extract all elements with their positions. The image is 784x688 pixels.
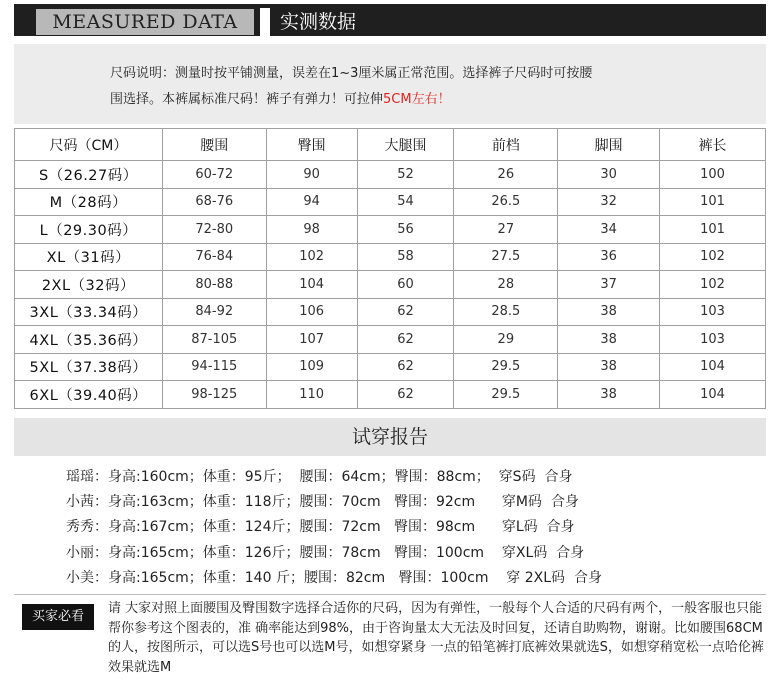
table-cell: 26.5 (454, 188, 558, 216)
table-cell: 110 (266, 381, 357, 409)
table-cell: 103 (660, 326, 766, 354)
header-title-cn: 实测数据 (280, 11, 357, 33)
table-cell: 56 (357, 216, 454, 244)
table-row (15, 216, 766, 244)
size-label-cell: XL（31码） (15, 243, 163, 271)
table-cell: 37 (558, 271, 660, 299)
table-cell: 28.5 (454, 298, 558, 326)
size-label-cell: 5XL（37.38码） (15, 353, 163, 381)
trial-report-title: 试穿报告 (14, 418, 766, 456)
table-cell: 26 (454, 161, 558, 189)
table-cell: 38 (558, 381, 660, 409)
table-cell: 29.5 (454, 381, 558, 409)
table-cell: 87-105 (162, 326, 266, 354)
table-header-cell: 前档 (454, 129, 558, 161)
table-row (15, 326, 766, 354)
table-cell: 54 (357, 188, 454, 216)
size-label-cell: 4XL（35.36码） (15, 326, 163, 354)
table-cell: 68-76 (162, 188, 266, 216)
size-label-cell: 6XL（39.40码） (15, 381, 163, 409)
trial-entry: 小丽：身高:165cm；体重：126斤；腰围：78cm 臀围：100cm 穿XL码 合身 (66, 545, 585, 561)
table-cell: 62 (357, 353, 454, 381)
size-note-box (14, 44, 766, 124)
trial-entry: 小美：身高:165cm；体重：140 斤；腰围：82cm 臀围：100cm 穿 2XL码 合身 (66, 570, 602, 586)
size-note-line1: 尺码说明：测量时按平铺测量，误差在1~3厘米属正常范围。选择裤子尺码时可按腰 (110, 66, 593, 81)
divider (14, 594, 766, 595)
size-note-line2-text: 围选择。本裤属标准尺码！裤子有弹力！可拉伸 (110, 92, 384, 107)
table-cell: 38 (558, 353, 660, 381)
table-cell: 101 (660, 216, 766, 244)
table-cell: 109 (266, 353, 357, 381)
table-cell: 38 (558, 326, 660, 354)
table-header-cell: 臀围 (266, 129, 357, 161)
table-cell: 27.5 (454, 243, 558, 271)
table-cell: 100 (660, 161, 766, 189)
table-cell: 84-92 (162, 298, 266, 326)
table-row (15, 271, 766, 299)
table-cell: 29.5 (454, 353, 558, 381)
table-cell: 94-115 (162, 353, 266, 381)
header-divider (260, 8, 270, 40)
trial-entry: 秀秀：身高:167cm；体重：124斤；腰围：72cm 臀围：98cm 穿L码 合身 (66, 519, 575, 535)
size-label-cell: M（28码） (15, 188, 163, 216)
table-cell: 76-84 (162, 243, 266, 271)
size-label-cell: 3XL（33.34码） (15, 298, 163, 326)
table-cell: 104 (266, 271, 357, 299)
table-cell: 58 (357, 243, 454, 271)
table-header-cell: 脚围 (558, 129, 660, 161)
table-cell: 72-80 (162, 216, 266, 244)
table-cell: 34 (558, 216, 660, 244)
table-row (15, 298, 766, 326)
size-label-cell: L（29.30码） (15, 216, 163, 244)
table-cell: 27 (454, 216, 558, 244)
table-row (15, 188, 766, 216)
table-cell: 103 (660, 298, 766, 326)
table-row (15, 353, 766, 381)
trial-entry: 小茜：身高:163cm；体重：118斤；腰围：70cm 臀围：92cm 穿M码 合身 (66, 494, 579, 510)
table-cell: 94 (266, 188, 357, 216)
table-cell: 107 (266, 326, 357, 354)
trial-entry: 瑶瑶：身高:160cm；体重：95斤； 腰围：64cm；臀围：88cm； 穿S码 合身 (66, 469, 573, 485)
size-label-cell: 2XL（32码） (15, 271, 163, 299)
table-cell: 32 (558, 188, 660, 216)
table-cell: 98-125 (162, 381, 266, 409)
buyer-notice-label: 买家必看 (22, 604, 94, 630)
table-header-cell: 大腿围 (357, 129, 454, 161)
table-cell: 102 (660, 271, 766, 299)
table-cell: 62 (357, 381, 454, 409)
table-header-cell: 腰围 (162, 129, 266, 161)
table-header-cell: 裤长 (660, 129, 766, 161)
table-row (15, 161, 766, 189)
table-cell: 80-88 (162, 271, 266, 299)
size-note-line2 (110, 88, 670, 107)
table-cell: 102 (660, 243, 766, 271)
table-cell: 29 (454, 326, 558, 354)
table-cell: 106 (266, 298, 357, 326)
table-cell: 38 (558, 298, 660, 326)
header-bar (14, 4, 766, 36)
table-row (15, 243, 766, 271)
table-cell: 102 (266, 243, 357, 271)
table-cell: 101 (660, 188, 766, 216)
table-cell: 28 (454, 271, 558, 299)
size-label-cell: S（26.27码） (15, 161, 163, 189)
table-row (15, 381, 766, 409)
table-cell: 36 (558, 243, 660, 271)
stretch-highlight: 5CM左右！ (383, 92, 451, 107)
table-cell: 60 (357, 271, 454, 299)
table-cell: 104 (660, 381, 766, 409)
table-header-cell: 尺码（CM） (15, 129, 163, 161)
table-cell: 98 (266, 216, 357, 244)
size-table (14, 128, 766, 409)
header-title-en: MEASURED DATA (36, 9, 254, 35)
buyer-notice-text: 请 大家对照上面腰围及臀围数字选择合适你的尺码，因为有弹性，一般每个人合适的尺码有两个，一般客服也只能帮你参考这个图表的，准 确率能达到98%，由于咨询量太大无法及时回复，还请自助购物，谢谢。比如腰围68CM的人，按图所示，可以选S号也可以选M号，如想穿紧身 一点的铅笔裤打底裤效果就选S，如想穿稍宽松一点哈伦裤效果就选M (108, 601, 764, 675)
table-header-row (15, 129, 766, 161)
table-cell: 30 (558, 161, 660, 189)
table-cell: 62 (357, 326, 454, 354)
table-cell: 62 (357, 298, 454, 326)
table-cell: 90 (266, 161, 357, 189)
table-cell: 60-72 (162, 161, 266, 189)
table-cell: 104 (660, 353, 766, 381)
table-cell: 52 (357, 161, 454, 189)
